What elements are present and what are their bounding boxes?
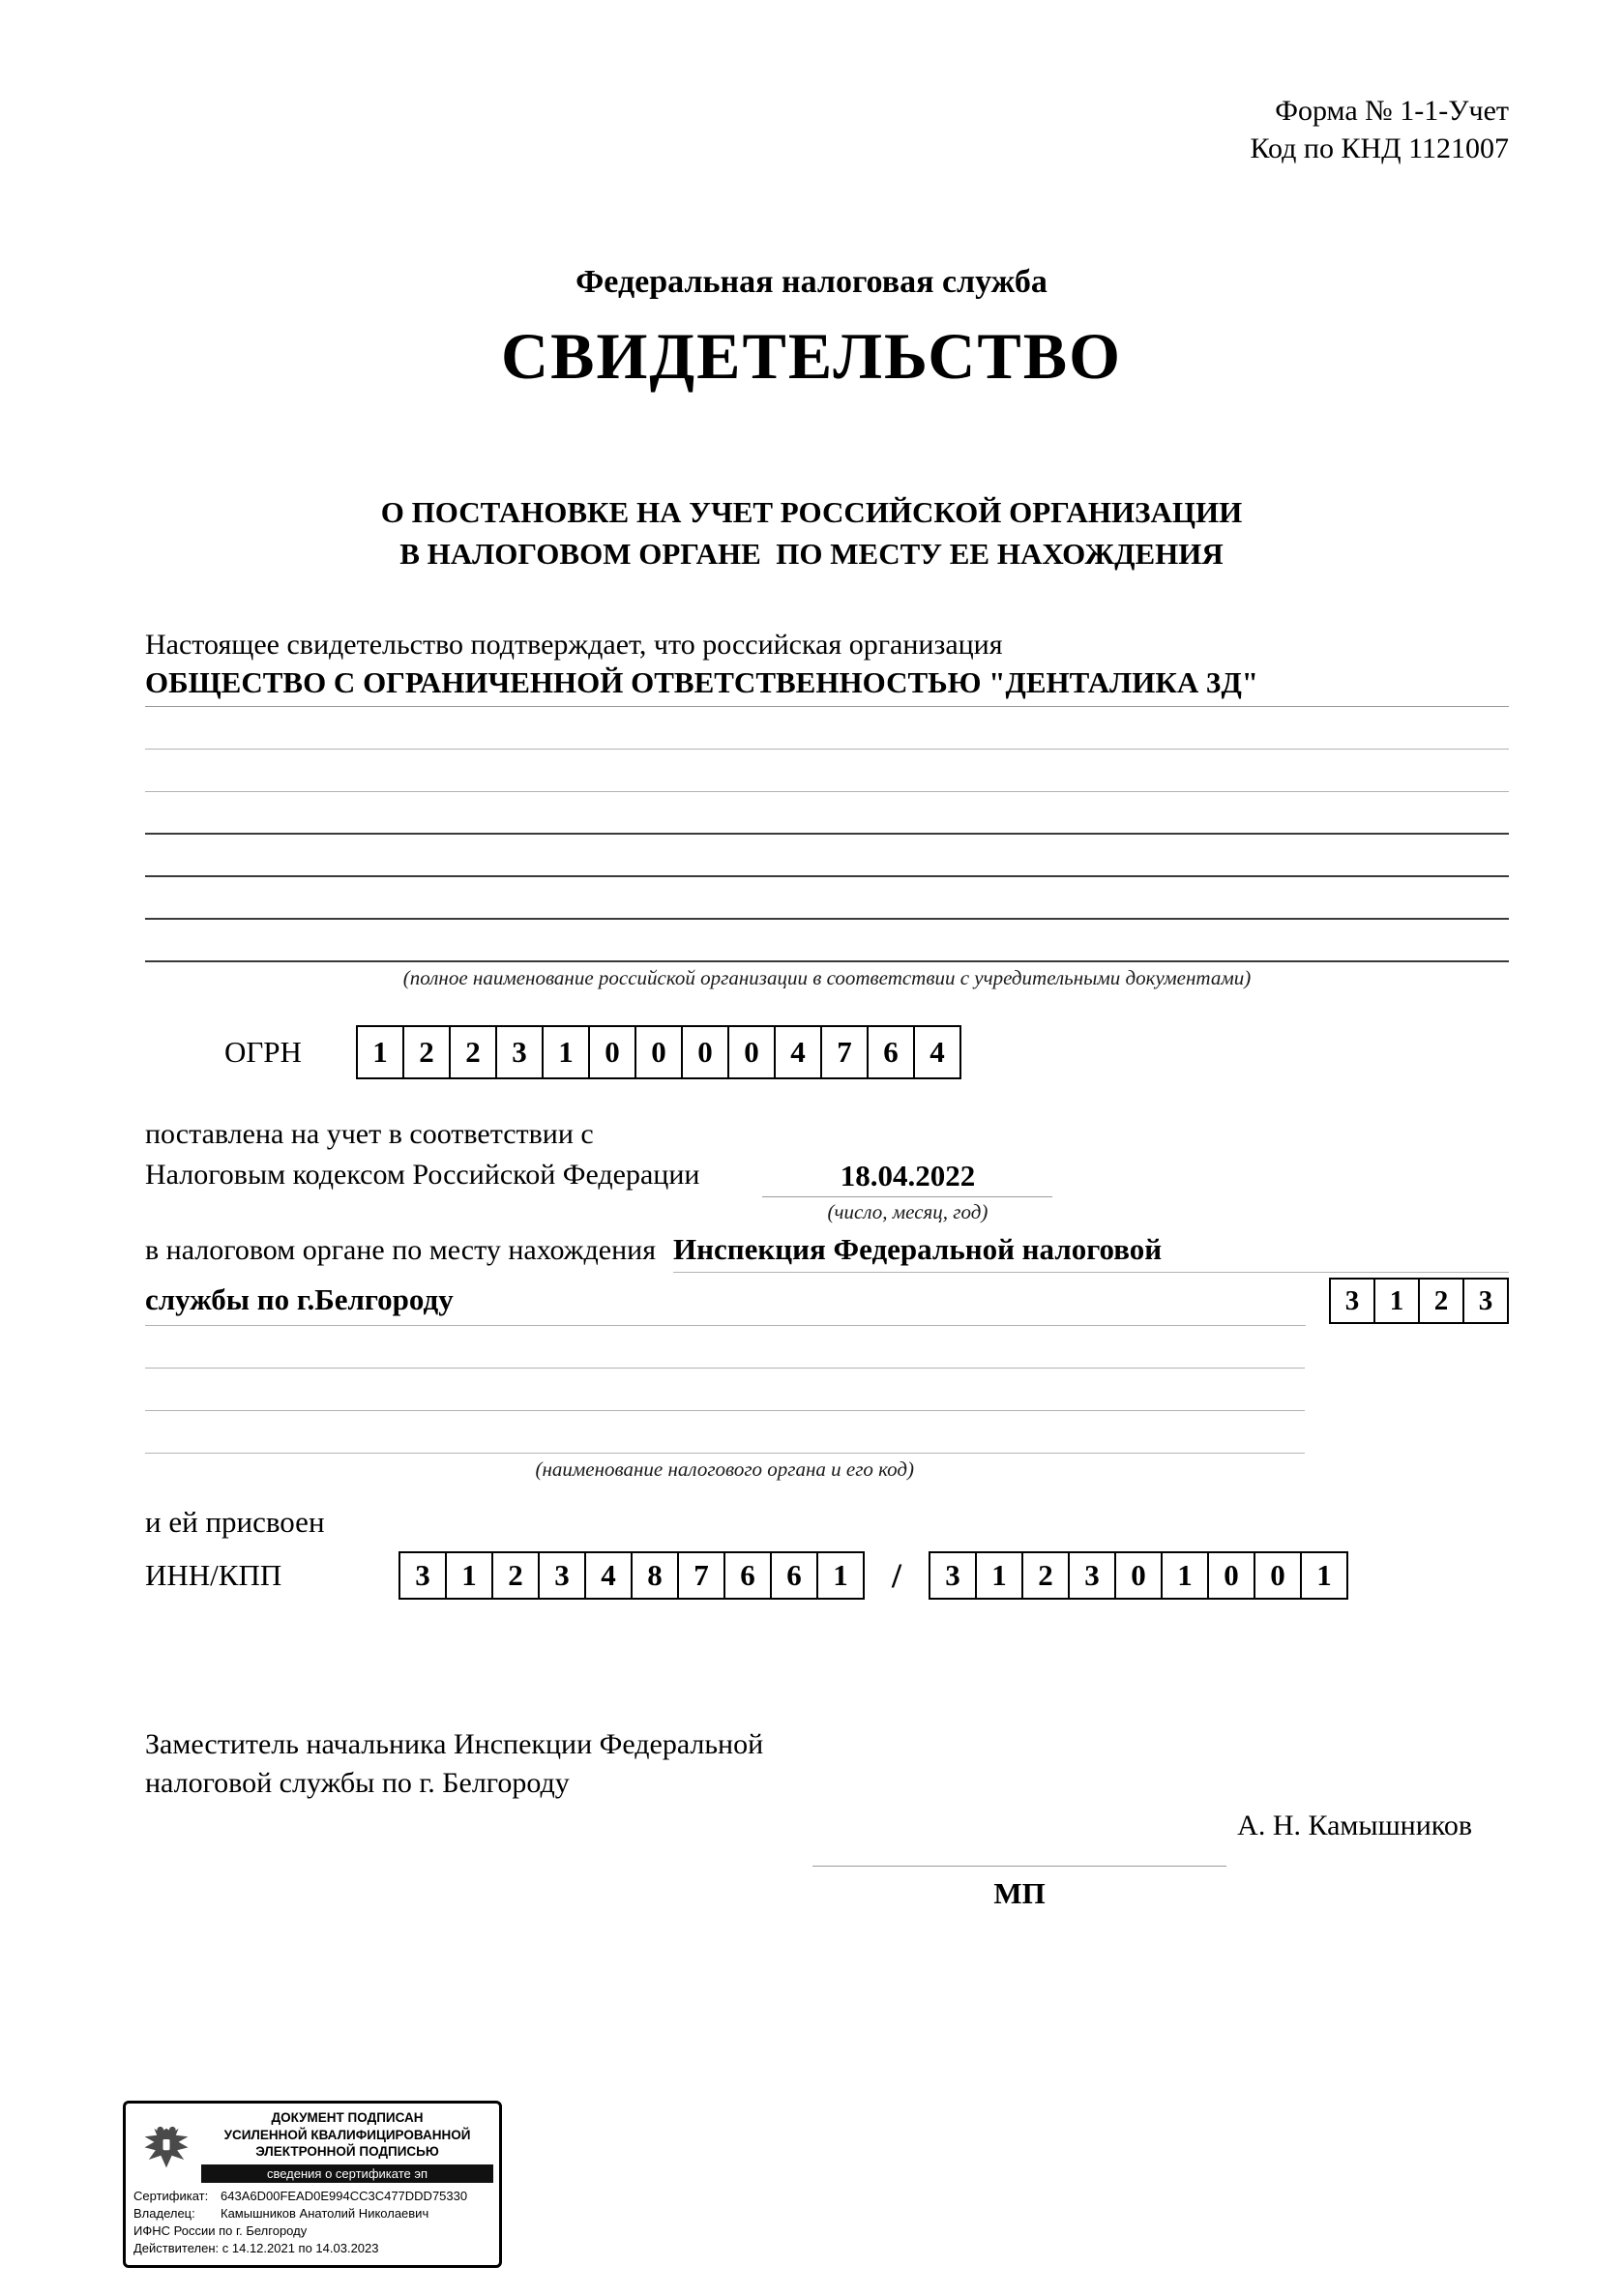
- digit-cell: 0: [681, 1025, 729, 1079]
- digit-cell: 7: [677, 1551, 725, 1600]
- digit-cell: 1: [445, 1551, 493, 1600]
- digit-cell: 8: [631, 1551, 679, 1600]
- digit-cell: 6: [867, 1025, 915, 1079]
- digit-cell: 4: [913, 1025, 961, 1079]
- authority-code-boxes: [1329, 1278, 1509, 1324]
- stamp-org-row: ИФНС России по г. Белгороду: [133, 2223, 308, 2239]
- digit-cell: 2: [402, 1025, 451, 1079]
- validity-value: с 14.12.2021 по 14.03.2023: [221, 2241, 379, 2256]
- document-title: СВИДЕТЕЛЬСТВО: [501, 319, 1122, 393]
- digit-cell: 1: [1161, 1551, 1209, 1600]
- stamp-details: [126, 2183, 499, 2266]
- digit-cell: 1: [1300, 1551, 1348, 1600]
- digit-cell: 3: [1462, 1278, 1509, 1324]
- signatory-title-line2: налоговой службы по г. Белгороду: [145, 1767, 570, 1800]
- date-caption: (число, месяц, год): [827, 1199, 989, 1223]
- digit-cell: 0: [727, 1025, 776, 1079]
- blank-line: [145, 1326, 1305, 1369]
- digit-cell: 0: [1254, 1551, 1302, 1600]
- digit-cell: 3: [929, 1551, 977, 1600]
- digit-cell: 0: [1114, 1551, 1163, 1600]
- authority-caption: (наименование налогового органа и его код): [535, 1457, 915, 1481]
- authority-label: в налоговом органе по месту нахождения: [145, 1233, 657, 1266]
- agency-name: Федеральная налоговая служба: [575, 264, 1048, 300]
- blank-line: [145, 877, 1509, 920]
- registered-line1: поставлена на учет в соответствии с: [145, 1117, 594, 1150]
- digit-cell: 1: [356, 1025, 404, 1079]
- certificate-value: 643A6D00FEAD0E994CC3C477DDD75330: [221, 2188, 468, 2203]
- stamp-certificate-bar: сведения о сертификате эп: [201, 2164, 493, 2183]
- ogrn-label: ОГРН: [224, 1034, 302, 1069]
- owner-label: Владелец:: [133, 2205, 195, 2221]
- signatory-name: А. Н. Камышников: [1237, 1809, 1472, 1841]
- digit-cell: 2: [449, 1025, 497, 1079]
- form-header: [0, 0, 1623, 167]
- digit-cell: 6: [723, 1551, 772, 1600]
- signatory-title-line1: Заместитель начальника Инспекции Федеральной: [145, 1727, 764, 1760]
- digit-cell: 4: [584, 1551, 633, 1600]
- blank-line: [145, 835, 1509, 877]
- authority-row2: [145, 1277, 1509, 1326]
- authority-name-line1: Инспекция Федеральной налоговой: [673, 1232, 1509, 1273]
- ogrn-row: [145, 1025, 1509, 1079]
- digit-cell: 1: [975, 1551, 1023, 1600]
- signature-area: [812, 1866, 1226, 1911]
- stamp-top: [126, 2104, 499, 2183]
- digit-cell: 3: [495, 1025, 544, 1079]
- digit-cell: 1: [1373, 1278, 1420, 1324]
- subtitle-line1: О ПОСТАНОВКЕ НА УЧЕТ РОССИЙСКОЙ ОРГАНИЗАЦИИ: [380, 495, 1243, 529]
- digit-cell: 3: [538, 1551, 586, 1600]
- registered-line2-row: [145, 1159, 1509, 1224]
- stamp-validity-row: [133, 2240, 491, 2257]
- registered-line2: Налоговым кодексом Российской Федерации: [145, 1158, 700, 1191]
- certificate-label: Сертификат:: [133, 2188, 209, 2203]
- signature-line: [812, 1866, 1226, 1867]
- digit-cell: 2: [491, 1551, 540, 1600]
- form-number: Форма № 1-1-Учет: [1275, 95, 1509, 127]
- validity-label: Действителен:: [133, 2241, 220, 2256]
- inn-kpp-separator: /: [892, 1555, 902, 1595]
- subtitle-line2: В НАЛОГОВОМ ОРГАНЕ ПО МЕСТУ ЕЕ НАХОЖДЕНИЯ: [399, 537, 1224, 572]
- intro-text: Настоящее свидетельство подтверждает, что российская организация: [145, 628, 1003, 661]
- mp-seal-label: МП: [993, 1875, 1046, 1910]
- digit-cell: 0: [1207, 1551, 1255, 1600]
- digit-cell: 1: [816, 1551, 865, 1600]
- authority-row1: [145, 1232, 1509, 1273]
- coat-of-arms-icon: [132, 2109, 201, 2183]
- digit-cell: 6: [770, 1551, 818, 1600]
- digit-cell: 3: [1329, 1278, 1375, 1324]
- registration-date: 18.04.2022: [762, 1159, 1052, 1197]
- digit-cell: 7: [820, 1025, 869, 1079]
- digit-cell: 0: [634, 1025, 683, 1079]
- blank-line: [145, 792, 1509, 835]
- signatory-title: [145, 1725, 1509, 1804]
- registration-date-block: [762, 1159, 1052, 1224]
- assigned-label: и ей присвоен: [145, 1504, 325, 1539]
- digit-cell: 3: [1068, 1551, 1116, 1600]
- document-body: [0, 629, 1623, 1911]
- stamp-owner-row: [133, 2205, 491, 2222]
- digit-cell: 0: [588, 1025, 636, 1079]
- stamp-right: [201, 2109, 493, 2183]
- stamp-certificate-row: [133, 2188, 491, 2205]
- stamp-title-line1: ДОКУМЕНТ ПОДПИСАН: [271, 2110, 424, 2125]
- blank-line: [145, 1369, 1305, 1411]
- org-name-caption: (полное наименование российской организации в соответствии с учредительными документами): [402, 965, 1252, 989]
- blank-line: [145, 707, 1509, 750]
- stamp-title-line3: ЭЛЕКТРОННОЙ ПОДПИСЬЮ: [255, 2144, 439, 2160]
- ogrn-digit-boxes: [356, 1025, 961, 1079]
- digit-cell: 1: [542, 1025, 590, 1079]
- document-subtitle: [0, 491, 1623, 575]
- authority-name-line2: службы по г.Белгороду: [145, 1277, 1306, 1326]
- digit-cell: 4: [774, 1025, 822, 1079]
- inn-kpp-row: [145, 1551, 1509, 1600]
- owner-value: Камышников Анатолий Николаевич: [221, 2205, 429, 2221]
- blank-line: [145, 920, 1509, 962]
- knd-code: Код по КНД 1121007: [1250, 132, 1509, 164]
- inn-digit-boxes: [398, 1551, 865, 1600]
- digital-signature-stamp: [123, 2101, 502, 2268]
- kpp-digit-boxes: [929, 1551, 1348, 1600]
- digit-cell: 3: [398, 1551, 447, 1600]
- blank-line: [145, 750, 1509, 792]
- inn-kpp-label: ИНН/КПП: [145, 1557, 282, 1592]
- organization-name: ОБЩЕСТВО С ОГРАНИЧЕННОЙ ОТВЕТСТВЕННОСТЬЮ "ДЕНТАЛИКА 3Д": [145, 662, 1509, 707]
- blank-line: [145, 1411, 1305, 1454]
- digit-cell: 2: [1021, 1551, 1070, 1600]
- digit-cell: 2: [1418, 1278, 1464, 1324]
- stamp-title-line2: УСИЛЕННОЙ КВАЛИФИЦИРОВАННОЙ: [223, 2127, 471, 2142]
